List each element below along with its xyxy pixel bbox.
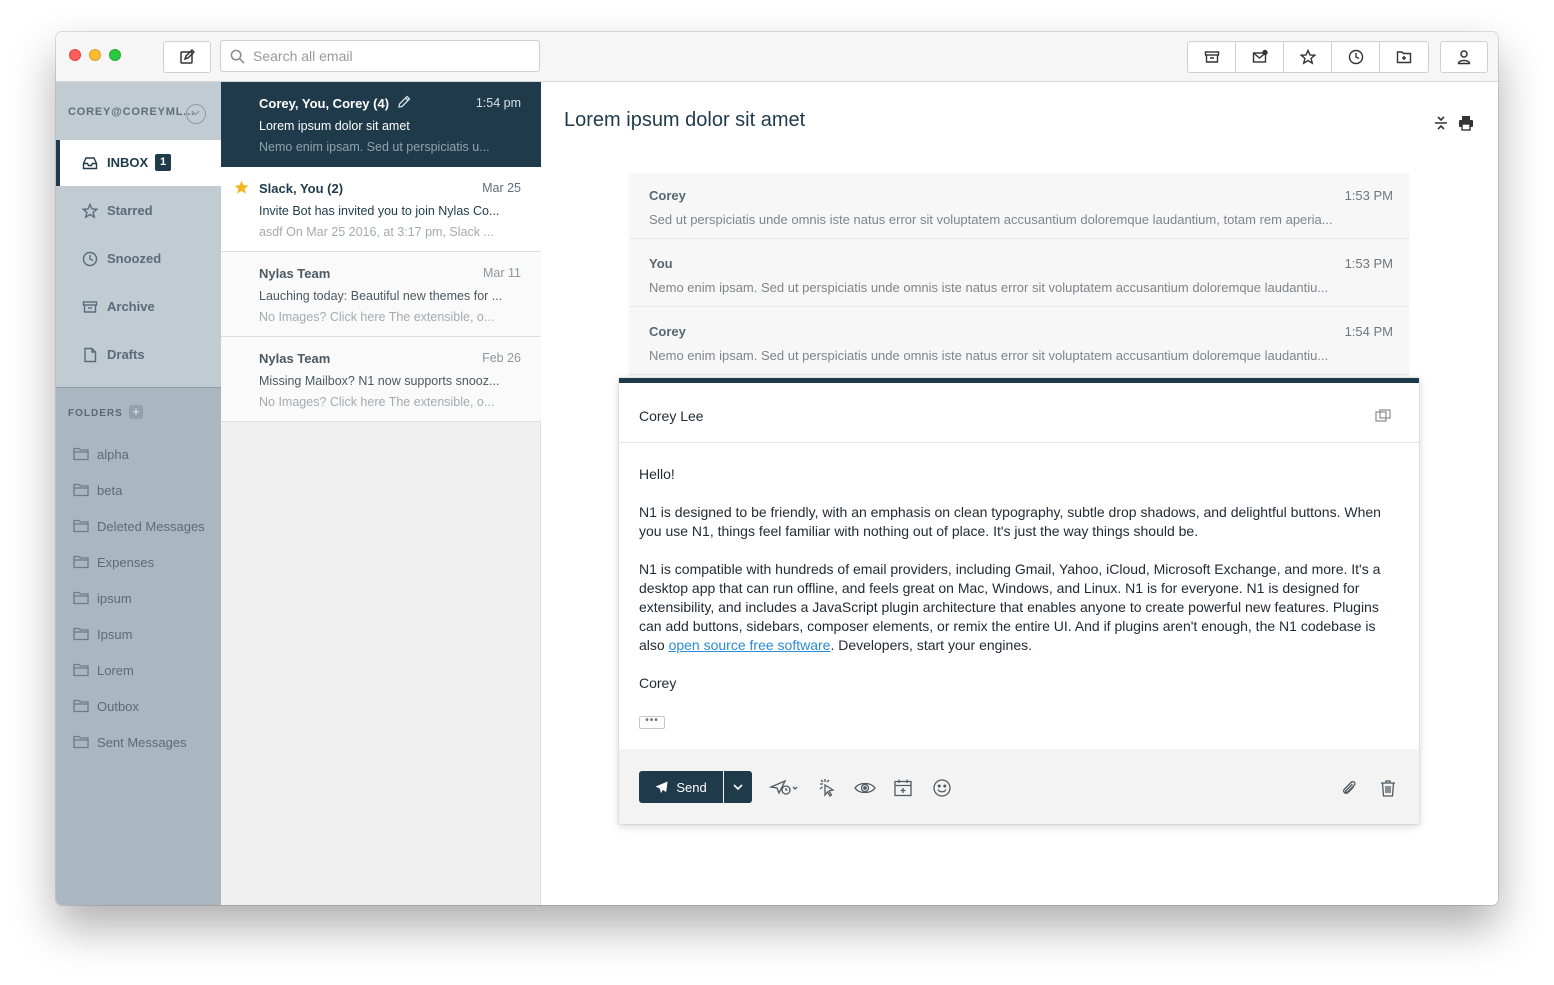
thread-subject: Lauching today: Beautiful new themes for ...	[259, 289, 503, 303]
recipient-field[interactable]: Corey Lee	[639, 408, 704, 424]
message-pane	[541, 82, 1498, 905]
body-paragraph	[639, 560, 1401, 655]
open-source-link[interactable]: open source free software	[668, 637, 831, 653]
thread-actions	[1187, 41, 1429, 73]
thread-participants: Slack, You (2)	[259, 181, 344, 196]
compose-button[interactable]	[163, 41, 211, 73]
thread-item[interactable]	[221, 82, 541, 167]
folder-item[interactable]	[56, 617, 221, 653]
folder-icon	[73, 735, 89, 749]
sidebar-item-inbox[interactable]	[56, 140, 221, 186]
document-icon	[82, 347, 98, 363]
draft-pencil-icon	[397, 95, 411, 109]
thread-item[interactable]	[221, 252, 541, 337]
send-options-button[interactable]	[724, 771, 752, 803]
body-text: . Developers, start your engines.	[830, 637, 1032, 653]
sidebar-item-label: Starred	[107, 203, 153, 218]
folder-icon	[73, 591, 89, 605]
thread-date: Mar 11	[483, 266, 521, 280]
folder-move-icon	[1396, 49, 1412, 65]
collapsed-message[interactable]	[629, 173, 1409, 239]
thread-snippet: Nemo enim ipsam. Sed ut perspiciatis u...	[259, 140, 490, 154]
account-section	[56, 82, 221, 388]
star-filled-icon	[234, 180, 249, 195]
sidebar-item-archive[interactable]	[56, 284, 221, 330]
send-button[interactable]	[639, 771, 723, 803]
archive-icon	[1204, 49, 1220, 65]
body-text: N1 is compatible with hundreds of email providers, including Gmail, Yahoo, iCloud, Microsoft Exchange, and more. It's a desktop app that can run offline, and feels great on Mac, Windows, and Linux. N1 is for everyone. N1 is designed for extensibility, and includes a JavaScript plugin architecture that enables anyone to create powerful new features. Plugins can add buttons, sidebars, composer elements, or remix the entire UI. And if plugins aren't enough, the N1 codebase is also	[639, 561, 1381, 653]
printer-icon	[1457, 114, 1475, 132]
folder-label: Expenses	[97, 555, 155, 570]
sidebar-item-label: Drafts	[107, 347, 145, 362]
message-sender: Corey	[649, 324, 686, 339]
link-tracking-button[interactable]	[817, 778, 837, 798]
archive-button[interactable]	[1188, 42, 1236, 72]
search-icon	[230, 49, 245, 64]
folder-icon	[73, 627, 89, 641]
composer-body[interactable]	[639, 465, 1401, 712]
folder-icon	[73, 663, 89, 677]
folder-item[interactable]	[56, 581, 221, 617]
folders-heading: FOLDERS	[68, 408, 123, 419]
folder-icon	[73, 555, 89, 569]
message-snippet: Sed ut perspiciatis unde omnis iste natus error sit voluptatem accusantium doloremque laudantium, totam rem aperia...	[649, 212, 1333, 227]
sidebar-item-snoozed[interactable]	[56, 236, 221, 282]
chevron-down-icon	[191, 110, 200, 116]
folder-icon	[73, 699, 89, 713]
collapse-arrows-icon	[1432, 114, 1450, 132]
attach-file-button[interactable]	[1339, 778, 1359, 798]
app-window	[56, 32, 1498, 905]
send-later-button[interactable]	[769, 778, 801, 798]
archive-icon	[82, 299, 98, 315]
thread-snippet: No Images? Click here The extensible, o...	[259, 395, 495, 409]
sidebar-item-label: INBOX	[107, 155, 149, 170]
send-later-icon	[769, 778, 801, 798]
thread-participants: Corey, You, Corey (4)	[259, 96, 390, 111]
envelope-dot-icon	[1252, 49, 1268, 65]
thread-date: 1:54 pm	[475, 96, 521, 110]
clock-icon	[1348, 49, 1364, 65]
popout-button[interactable]	[1375, 409, 1391, 423]
folder-label: ipsum	[97, 591, 132, 606]
unread-count-badge: 1	[155, 154, 171, 171]
smiley-icon	[932, 778, 952, 798]
folder-icon	[73, 519, 89, 533]
message-subject: Lorem ipsum dolor sit amet	[564, 109, 806, 131]
starred-toggle[interactable]	[234, 180, 249, 195]
thread-item[interactable]	[221, 337, 541, 422]
sidebar-item-label: Snoozed	[107, 251, 162, 266]
folder-label: Outbox	[97, 699, 139, 714]
sidebar-item-starred[interactable]	[56, 188, 221, 234]
star-icon	[82, 203, 98, 219]
message-sender: You	[649, 256, 673, 271]
folder-item[interactable]	[56, 545, 221, 581]
chevron-down-icon	[733, 784, 743, 791]
emoji-button[interactable]	[932, 778, 952, 798]
schedule-event-button[interactable]	[893, 778, 913, 798]
sidebar-item-drafts[interactable]	[56, 332, 221, 378]
message-time: 1:53 PM	[1344, 256, 1393, 271]
close-window-button[interactable]	[69, 49, 81, 61]
inbox-icon	[82, 155, 98, 171]
popout-icon	[1375, 409, 1391, 423]
message-time: 1:54 PM	[1344, 324, 1393, 339]
calendar-add-icon	[893, 778, 913, 798]
folder-label: Ipsum	[97, 627, 133, 642]
thread-item[interactable]	[221, 167, 541, 252]
toolbar	[56, 32, 1498, 82]
message-snippet: Nemo enim ipsam. Sed ut perspiciatis unde omnis iste natus error sit voluptatem accusantium doloremque laudantiu...	[649, 348, 1329, 363]
thread-date: Feb 26	[482, 351, 521, 365]
account-name[interactable]: COREY@COREYML...	[68, 106, 195, 118]
folder-label: Deleted Messages	[97, 519, 205, 534]
sidebar-item-label: Archive	[107, 299, 155, 314]
thread-snippet: asdf On Mar 25 2016, at 3:17 pm, Slack ...	[259, 225, 494, 239]
zoom-window-button[interactable]	[109, 49, 121, 61]
move-to-folder-button[interactable]	[1380, 42, 1428, 72]
folder-label: beta	[97, 483, 123, 498]
folder-item[interactable]	[56, 437, 221, 473]
paperclip-icon	[1339, 778, 1359, 798]
folder-item[interactable]	[56, 725, 221, 761]
message-sender: Corey	[649, 188, 686, 203]
star-button[interactable]	[1284, 42, 1332, 72]
minimize-window-button[interactable]	[89, 49, 101, 61]
message-time: 1:53 PM	[1344, 188, 1393, 203]
folder-item[interactable]	[56, 473, 221, 509]
eye-icon	[854, 778, 876, 798]
expand-collapse-button[interactable]	[1432, 114, 1450, 132]
clock-icon	[82, 251, 98, 267]
folder-item[interactable]	[56, 689, 221, 725]
click-cursor-icon	[817, 778, 837, 798]
reply-composer	[619, 378, 1419, 824]
thread-date: Mar 25	[482, 181, 521, 195]
sidebar	[56, 82, 221, 905]
thread-participants: Nylas Team	[259, 266, 331, 281]
person-icon	[1456, 49, 1472, 65]
body-signature: Corey	[639, 675, 677, 691]
folder-icon	[73, 483, 89, 497]
composer-divider	[619, 442, 1419, 443]
composer-footer	[619, 749, 1419, 824]
show-quoted-text-button[interactable]: •••	[639, 716, 665, 729]
account-button[interactable]	[1440, 41, 1488, 73]
collapsed-message[interactable]	[629, 309, 1409, 375]
thread-subject: Missing Mailbox? N1 now supports snooz...	[259, 374, 500, 388]
compose-icon	[179, 49, 195, 65]
star-outline-icon	[1300, 49, 1316, 65]
folder-icon	[73, 447, 89, 461]
read-receipts-button[interactable]	[854, 778, 876, 798]
discard-draft-button[interactable]	[1378, 778, 1398, 798]
thread-subject: Invite Bot has invited you to join Nylas Co...	[259, 204, 500, 218]
folder-label: Sent Messages	[97, 735, 187, 750]
thread-participants: Nylas Team	[259, 351, 331, 366]
add-folder-button[interactable]: +	[129, 405, 143, 419]
folder-item[interactable]	[56, 509, 221, 545]
message-snippet: Nemo enim ipsam. Sed ut perspiciatis unde omnis iste natus error sit voluptatem accusantium doloremque laudantiu...	[649, 280, 1329, 295]
thread-snippet: No Images? Click here The extensible, o...	[259, 310, 495, 324]
folder-item[interactable]	[56, 653, 221, 689]
trash-icon	[1378, 778, 1398, 798]
mark-unread-button[interactable]	[1236, 42, 1284, 72]
body-greeting: Hello!	[639, 466, 675, 482]
paper-plane-icon	[655, 781, 668, 794]
thread-list	[221, 82, 541, 905]
print-button[interactable]	[1457, 114, 1475, 132]
folder-label: Lorem	[97, 663, 134, 678]
search-input[interactable]	[253, 41, 533, 71]
account-switcher[interactable]	[186, 104, 206, 124]
body-paragraph: N1 is designed to be friendly, with an emphasis on clean typography, subtle drop shadows, and delightful buttons. When you use N1, things feel familiar with nothing out of place. It's just the way things should be.	[639, 504, 1381, 539]
snooze-button[interactable]	[1332, 42, 1380, 72]
collapsed-message[interactable]	[629, 241, 1409, 307]
folder-label: alpha	[97, 447, 129, 462]
search-bar[interactable]	[220, 40, 540, 72]
send-label: Send	[676, 779, 707, 795]
thread-subject: Lorem ipsum dolor sit amet	[259, 119, 410, 133]
